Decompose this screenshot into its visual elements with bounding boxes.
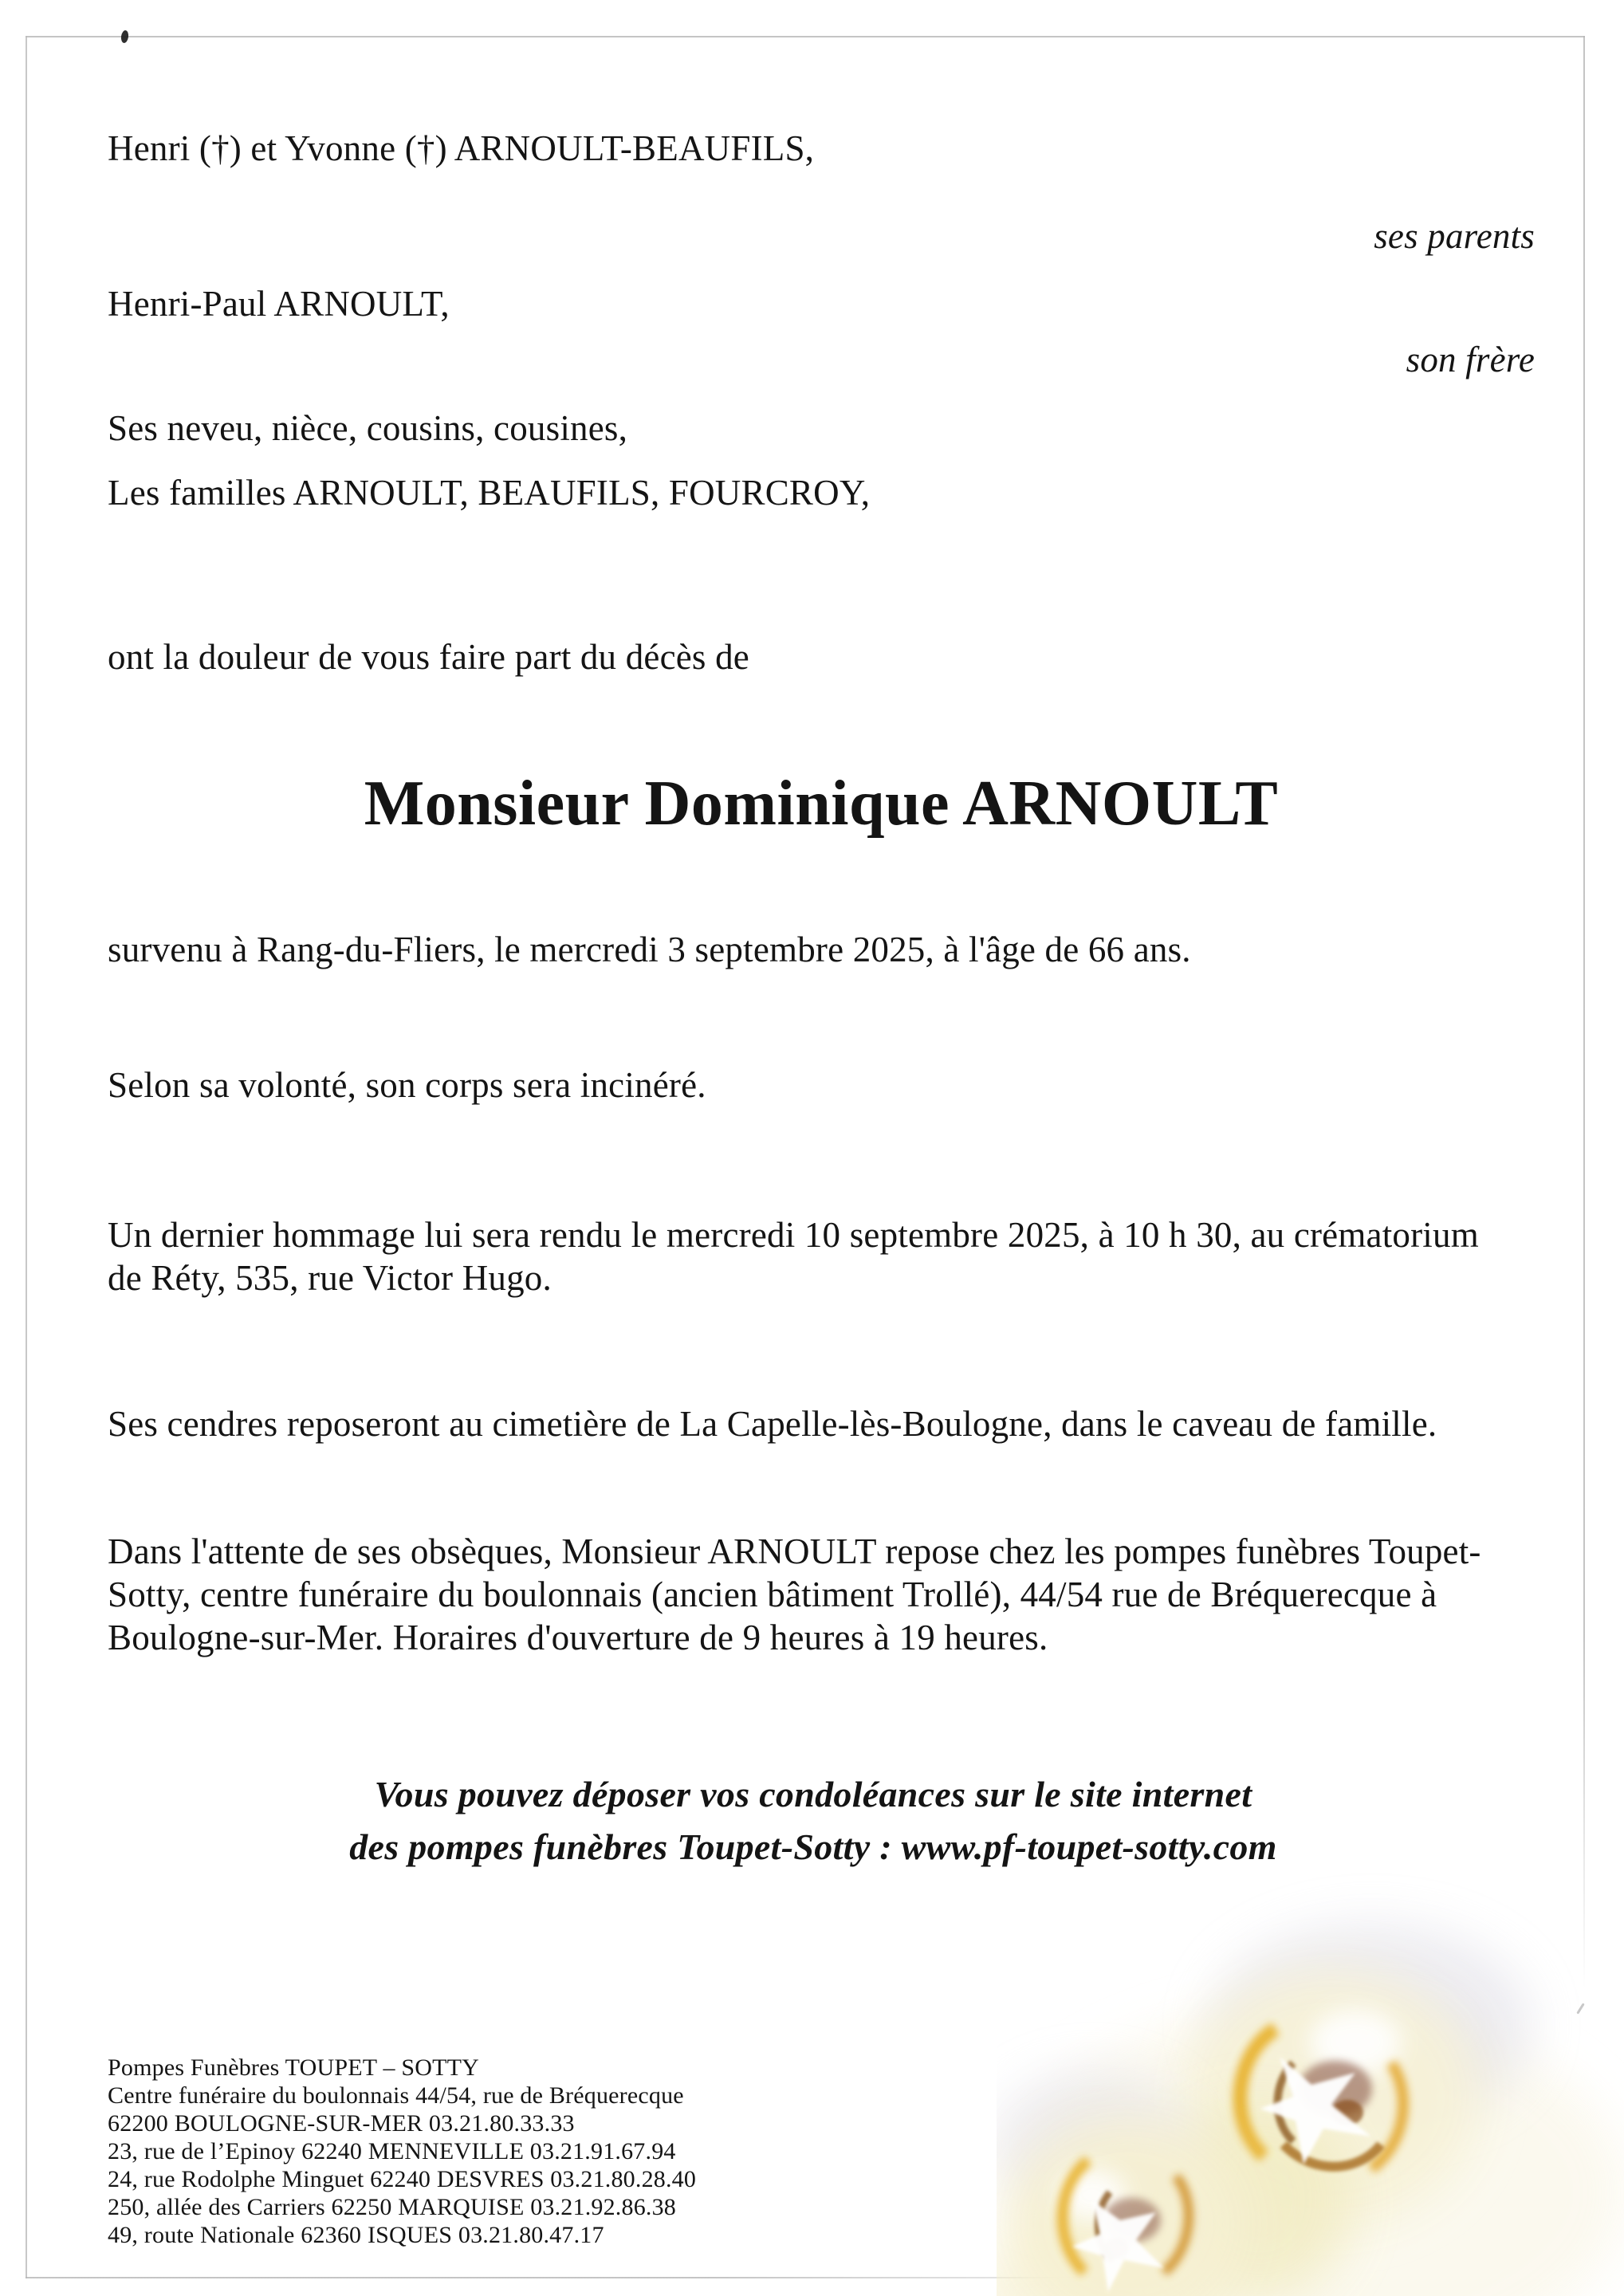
cremation-wish-line: Selon sa volonté, son corps sera incinéré.	[108, 1065, 706, 1105]
deceased-name: Monsieur Dominique ARNOULT	[364, 769, 1279, 839]
extended-family-line: Ses neveu, nièce, cousins, cousines,	[108, 408, 628, 448]
tribute-paragraph	[108, 1213, 1479, 1299]
families-line: Les familles ARNOULT, BEAUFILS, FOURCROY,	[108, 473, 871, 513]
funeral-home-footer	[108, 2054, 696, 2249]
intro-line: ont la douleur de vous faire part du décès de	[108, 637, 749, 677]
footer-address-line: 49, route Nationale 62360 ISQUES 03.21.80.47.17	[108, 2222, 604, 2248]
brother-relation-label: son frère	[1406, 340, 1535, 379]
repose-paragraph	[108, 1530, 1481, 1659]
parents-names-line: Henri (†) et Yvonne (†) ARNOULT-BEAUFILS,	[108, 128, 815, 168]
ink-dot-artifact	[120, 29, 129, 43]
scan-border-right	[1583, 36, 1585, 1989]
scan-border-top	[26, 36, 1585, 37]
orchid-decoration	[997, 1858, 1624, 2296]
condolences-line-2: des pompes funèbres Toupet-Sotty : www.pf-toupet-sotty.com	[349, 1826, 1277, 1867]
tribute-line-2: de Réty, 535, rue Victor Hugo.	[108, 1258, 552, 1298]
scan-border-left	[26, 36, 27, 2278]
tribute-line-1: Un dernier hommage lui sera rendu le mercredi 10 septembre 2025, à 10 h 30, au crématorium	[108, 1215, 1479, 1255]
footer-address-line: 250, allée des Carriers 62250 MARQUISE 03.21.92.86.38	[108, 2194, 677, 2220]
repose-line-1: Dans l'attente de ses obsèques, Monsieur ARNOULT repose chez les pompes funèbres Toupet-	[108, 1531, 1481, 1571]
condolences-line-1: Vous pouvez déposer vos condoléances sur le site internet	[374, 1774, 1252, 1814]
parents-relation-label: ses parents	[1374, 216, 1535, 256]
repose-line-2: Sotty, centre funéraire du boulonnais (ancien bâtiment Trollé), 44/54 rue de Bréquerecque à	[108, 1575, 1437, 1614]
brother-name-line: Henri-Paul ARNOULT,	[108, 284, 450, 324]
ashes-line: Ses cendres reposeront au cimetière de La Capelle-lès-Boulogne, dans le caveau de famille.	[108, 1404, 1437, 1444]
footer-address-line: 23, rue de l’Epinoy 62240 MENNEVILLE 03.21.91.67.94	[108, 2138, 676, 2164]
funeral-home-name: Pompes Funèbres TOUPET – SOTTY	[108, 2054, 480, 2081]
footer-address-line: Centre funéraire du boulonnais 44/54, rue de Bréquerecque	[108, 2082, 684, 2109]
death-details-line: survenu à Rang-du-Fliers, le mercredi 3 septembre 2025, à l'âge de 66 ans.	[108, 930, 1191, 969]
repose-line-3: Boulogne-sur-Mer. Horaires d'ouverture de 9 heures à 19 heures.	[108, 1618, 1048, 1657]
footer-address-line: 62200 BOULOGNE-SUR-MER 03.21.80.33.33	[108, 2110, 575, 2137]
footer-address-line: 24, rue Rodolphe Minguet 62240 DESVRES 03.21.80.28.40	[108, 2166, 697, 2192]
